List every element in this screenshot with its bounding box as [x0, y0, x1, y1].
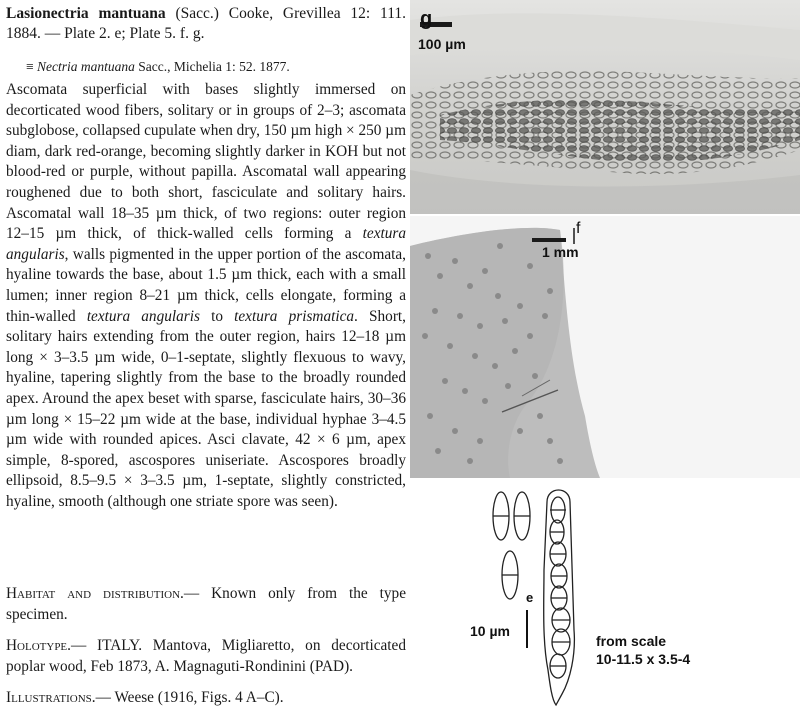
ascoma-dot — [502, 318, 508, 324]
holotype-text: — ITALY. Mantova, Migliaretto, on decorticated poplar wood, Feb 1873, A. Magnaguti-Rondinini (PAD). — [6, 637, 406, 675]
desc-part-3: to — [199, 307, 235, 325]
ascoma-dot — [442, 378, 448, 384]
ascoma-dot — [527, 263, 533, 269]
desc-part-2: , walls pigmented in the upper portion of the ascomata, hyaline towards the base, about 1.5 µm thick, each with a small lumen; inner region 8–21 µm thick, cells elongate, forming a thin-walled — [6, 245, 406, 325]
habitat-label: Habitat and distribution. — [6, 585, 184, 602]
species-description-column — [6, 0, 408, 712]
ascoma-dot — [452, 258, 458, 264]
holotype-paragraph — [6, 636, 406, 677]
homotypic-synonym-symbol: ≡ — [26, 59, 34, 74]
ascoma-dot — [542, 313, 548, 319]
ascoma-dot — [512, 348, 518, 354]
ascoma-dot — [537, 413, 543, 419]
ascoma-dot — [457, 313, 463, 319]
habit-photo-panel-f — [410, 216, 800, 478]
desc-part-4: . Short, solitary hairs extending from the outer region, hairs 12–18 µm long × 3–3.5 µm wide, 0–1-septate, slightly flexuous to wavy, hyaline, tapering slightly from the base to the broadly rounded apex. Around the apex beset with sparse, fasciculate hairs, 30–36 µm long × 15–22 µm wide at the base, individual hyphae 3–4.5 µm wide with rounded apices. Asci clavate, 42 × 6 µm, apex simple, 8-spored, ascospores uniseriate. Ascospores broadly ellipsoid, 8.5–9.5 × 3–3.5 µm, 1-septate, slightly constricted, hyaline, smooth (although one striate spore was seen). — [6, 307, 406, 510]
synonym-line — [26, 58, 290, 76]
ascoma-dot — [472, 353, 478, 359]
ascoma-dot — [517, 303, 523, 309]
ascomatal-wall-micrograph — [410, 0, 800, 214]
holotype-label: Holotype. — [6, 637, 71, 654]
morphology-description — [6, 80, 406, 512]
ascoma-dot — [467, 458, 473, 464]
ascoma-dot — [447, 343, 453, 349]
ascoma-dot — [432, 308, 438, 314]
scale-label-g: 100 µm — [418, 36, 466, 52]
ascoma-dot — [425, 253, 431, 259]
ascoma-dot — [435, 448, 441, 454]
ascus-drawing-panel-e — [470, 480, 800, 712]
species-authority: (Sacc.) Cooke, Grevillea 12: 111. 1884. — Plate 2. e; Plate 5. f. g. — [6, 5, 407, 42]
synonym-name: Nectria mantuana — [37, 59, 135, 74]
ascoma-dot — [547, 438, 553, 444]
ascoma-dot — [517, 428, 523, 434]
desc-term-2: textura angularis — [86, 307, 200, 325]
spore-size-note-line2: 10-11.5 x 3.5-4 — [596, 651, 691, 667]
ascoma-dot — [527, 333, 533, 339]
ascoma-dot — [437, 273, 443, 279]
ascoma-dot — [505, 383, 511, 389]
panel-letter-g: g — [420, 8, 433, 30]
scale-label-e: 10 µm — [470, 623, 510, 639]
ascoma-dot — [492, 363, 498, 369]
illustrations-label: Illustrations. — [6, 689, 96, 706]
ascus-ascospore-drawing — [470, 480, 800, 712]
scale-bar-f — [532, 238, 566, 242]
species-heading — [6, 4, 406, 44]
panel-letter-f: f — [576, 220, 581, 237]
figure-plates-column — [410, 0, 800, 712]
ascoma-dot — [452, 428, 458, 434]
ascoma-dot — [482, 268, 488, 274]
panel-letter-e: e — [526, 590, 534, 605]
habitat-text: — Known only from the type specimen. — [6, 585, 406, 623]
ascoma-dot — [427, 413, 433, 419]
habitat-paragraph — [6, 584, 406, 625]
ascoma-dot — [557, 458, 563, 464]
ascospore-3 — [502, 551, 518, 599]
desc-part-1: Ascomata superficial with bases slightly immersed on decorticated wood fibers, solitary or in groups of 2–3; ascomata subglobose, collapsed cupulate when dry, 150 µm high × 250 µm diam, dark red-orange, becoming slightly darker in KOH but not blood-red or purple, without papilla. Ascomatal wall appearing roughened due to both short, fasciculate and solitary hairs. Ascomatal wall 18–35 µm thick, of two regions: outer region 12–15 µm thick, of thick-walled cells forming a — [6, 81, 406, 243]
illustrations-text: — Weese (1916, Figs. 4 A–C). — [95, 689, 284, 706]
ascoma-dot — [532, 373, 538, 379]
ascoma-dot — [477, 323, 483, 329]
synonym-citation: Sacc., Michelia 1: 52. 1877. — [138, 59, 290, 74]
ascospore-1 — [493, 492, 509, 540]
species-name: Lasionectria mantuana — [6, 5, 166, 22]
desc-term-3: textura prismatica — [234, 307, 355, 325]
ascoma-dot — [467, 283, 473, 289]
spore-size-note-line1: from scale — [596, 633, 667, 649]
ascoma-dot — [422, 333, 428, 339]
illustrations-paragraph — [6, 688, 406, 709]
desc-term-1: textura angularis — [6, 225, 406, 263]
ascoma-dot — [477, 438, 483, 444]
ascospore-2 — [514, 492, 530, 540]
ascoma-dot — [547, 288, 553, 294]
micrograph-panel-g — [410, 0, 800, 214]
ascoma-dot — [482, 398, 488, 404]
ascoma-dot — [462, 388, 468, 394]
ascoma-dot — [495, 293, 501, 299]
scale-label-f: 1 mm — [542, 244, 579, 260]
ascomata-habit-photo — [410, 216, 800, 478]
ascoma-dot — [497, 243, 503, 249]
